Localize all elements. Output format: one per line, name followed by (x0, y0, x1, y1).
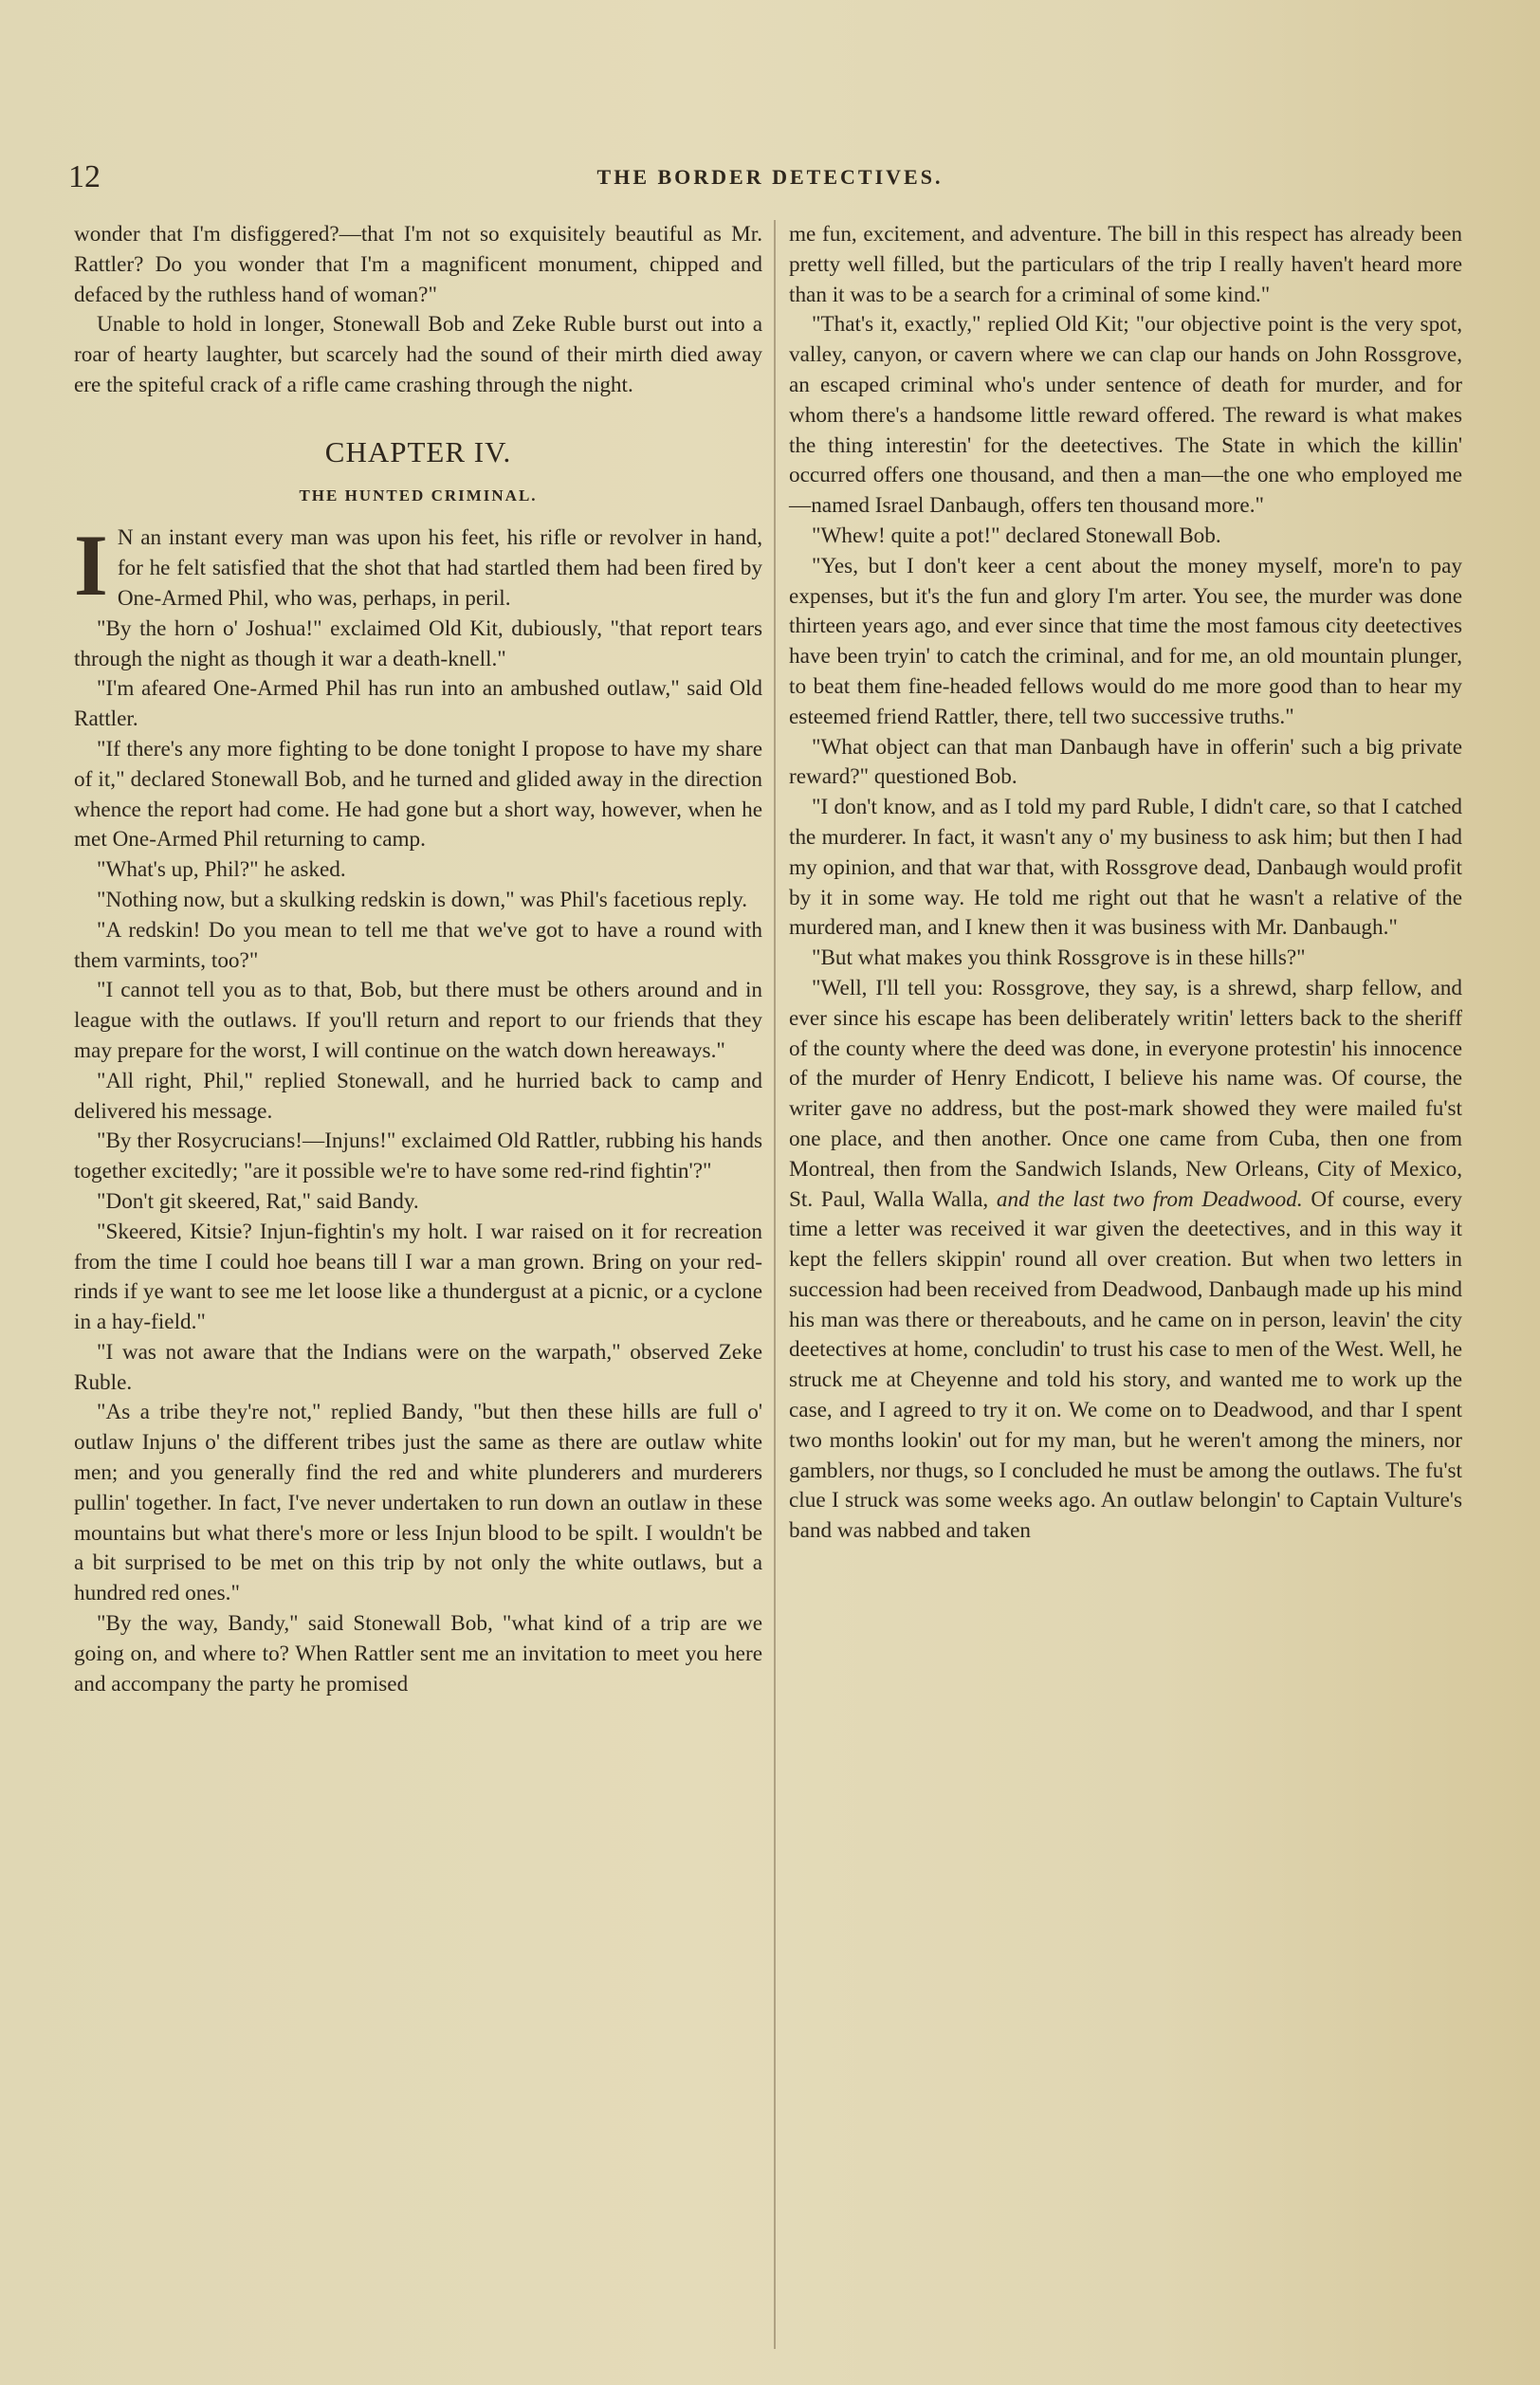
paragraph: Unable to hold in longer, Stonewall Bob and Zeke Ruble burst out into a roar of hearty laughter, but scarcely had the sound of their mirth died away ere the spiteful crack of a rifle came crashing through the night. (74, 312, 762, 397)
right-column (789, 220, 1462, 1547)
paragraph: "Nothing now, but a skulking redskin is down," was Phil's facetious reply. (97, 887, 748, 912)
paragraph: "Don't git skeered, Rat," said Bandy. (97, 1188, 419, 1214)
chapter-subtitle: THE HUNTED CRIMINAL. (299, 486, 538, 505)
paragraph: "All right, Phil," replied Stonewall, and he hurried back to camp and delivered his message. (74, 1068, 762, 1124)
paragraph: "By the way, Bandy," said Stonewall Bob, "what kind of a trip are we going on, and where to? When Rattler sent me an invitation to meet you here and accompany the party he promised (74, 1611, 762, 1697)
paragraph: "I'm afeared One-Armed Phil has run into an ambushed outlaw," said Old Rattler. (74, 676, 762, 732)
paragraph: "I was not aware that the Indians were on the warpath," observed Zeke Ruble. (74, 1339, 762, 1395)
italic-text: and the last two from Deadwood. (996, 1186, 1303, 1212)
chapter-title: CHAPTER IV. (324, 434, 512, 468)
paragraph: "Whew! quite a pot!" declared Stonewall Bob. (812, 523, 1221, 548)
paragraph-text: N an instant every man was upon his feet, his rifle or revolver in hand, for he felt satisfied that the shot that had startled them had been fired by One-Armed Phil, who was, perhaps, in peril. (117, 525, 762, 611)
paragraph: "That's it, exactly," replied Old Kit; "our objective point is the very spot, valley, canyon, or cavern where we can clap our hands on John Rossgrove, an escaped criminal who's under sentence of death for murder, and for whom there's a handsome little reward offered. The reward is what makes the thing interestin' for the deetectives. The State in which the killin' occurred offers one thousand, and then a man—the one who employed me—named Israel Danbaugh, offers ten thousand more." (789, 312, 1462, 519)
paragraph: "A redskin! Do you mean to tell me that we've got to have a round with them varmints, too?" (74, 917, 762, 973)
paragraph: "I don't know, and as I told my pard Ruble, I didn't care, so that I catched the murderer. In fact, it wasn't any o' my business to ask him; but then I had my opinion, and that war that, with Rossgrove dead, Danbaugh would profit by it in some way. He told me right out that he wasn't a relative of the murdered man, and I knew then it was business with Mr. Danbaugh." (789, 795, 1462, 941)
paragraph: "As a tribe they're not," replied Bandy, "but then these hills are full o' outlaw Injuns o' the different tribes just the same as there are outlaw white men; and you generally find the red and white plunderers and murderers pullin' together. In fact, I've never undertaken to run down an outlaw in these mountains but what there's more or less Injun blood to be spilt. I wouldn't be a bit surprised to be met on this trip by not only the white outlaws, but a hundred red ones." (74, 1400, 762, 1606)
paragraph (789, 974, 1462, 1547)
column-divider (774, 220, 776, 2349)
paragraph: "Yes, but I don't keer a cent about the money myself, more'n to pay expenses, but it's the fun and glory I'm arter. You see, the murder was done thirteen years ago, and ever since that time the most famous city deetectives have been tryin' to catch the criminal, and for me, an old mountain plunger, to beat them fine-headed fellows would do me more good than to hear my esteemed friend Rattler, there, tell two successive truths." (789, 553, 1462, 729)
paragraph: "What object can that man Danbaugh have in offerin' such a big private reward?" questioned Bob. (789, 734, 1462, 790)
left-column (74, 220, 762, 1699)
paragraph: "Skeered, Kitsie? Injun-fightin's my holt. I war raised on it for recreation from the time I could hoe beans till I war a man grown. Bring on your red-rinds if ye want to see me let loose like a thundergust at a picnic, or a cyclone in a hay-field." (74, 1219, 762, 1335)
paragraph: wonder that I'm disfiggered?—that I'm not so exquisitely beautiful as Mr. Rattler? Do you wonder that I'm a magnificent monument, chipped and defaced by the ruthless hand of woman?" (74, 222, 762, 307)
paragraph: "If there's any more fighting to be done tonight I propose to have my share of it," declared Stonewall Bob, and he turned and glided away in the direction whence the report had come. He had gone but a short way, however, when he met One-Armed Phil returning to camp. (74, 736, 762, 853)
drop-cap: I (74, 517, 108, 615)
paragraph: "I cannot tell you as to that, Bob, but there must be others around and in league with the outlaws. If you'll return and report to our friends that they may prepare for the worst, I will continue on the watch down hereaways." (74, 978, 762, 1063)
paragraph: "But what makes you think Rossgrove is in these hills?" (812, 945, 1306, 971)
paragraph: me fun, excitement, and adventure. The bill in this respect has already been pretty well filled, but the particulars of the trip I really haven't heard more than it was to be a search for a criminal of some kind." (789, 222, 1462, 307)
page-header (59, 159, 1481, 197)
paragraph-with-drop-cap (74, 517, 762, 615)
paragraph: "By the horn o' Joshua!" exclaimed Old Kit, dubiously, "that report tears through the night as though it war a death-knell." (74, 615, 762, 671)
paragraph: "What's up, Phil?" he asked. (97, 857, 346, 883)
paragraph: "By ther Rosycrucians!—Injuns!" exclaimed Old Rattler, rubbing his hands together excitedly; "are it possible we're to have some red-rind fightin'?" (74, 1128, 762, 1184)
paragraph-text: "Well, I'll tell you: Rossgrove, they say, is a shrewd, sharp fellow, and ever since his escape has been deliberately writin' letters back to the sheriff of the county where the deed was done, in everyone protestin' his innocence of the murder of Henry Endicott, I believe his name was. Of course, the writer gave no address, but the post-mark showed they were mailed fu'st one place, and then another. Once one came from Cuba, then one from Montreal, then from the Sandwich Islands, New Orleans, City of Mexico, St. Paul, Walla Walla, (789, 975, 1462, 1212)
page-number: 12 (68, 159, 101, 194)
paragraph-text: Of course, every time a letter was received it war given the deetectives, and in this way it kept the fellers skippin' round all over creation. But when two letters in succession had been received from Deadwood, Danbaugh made up his mind his man was there or thereabouts, and he came on in person, leavin' the city deetectives at home, concludin' to trust his case to men of the West. Well, he struck me at Cheyenne and told his story, and wanted me to work up the case, and I agreed to try it on. We come on to Deadwood, and thar I spent two months lookin' out for my man, but he weren't among the miners, nor gamblers, nor thugs, so I concluded he must be among the outlaws. The fu'st clue I struck was some weeks ago. An outlaw belongin' to Captain Vulture's band was nabbed and taken (789, 1186, 1462, 1544)
running-title: THE BORDER DETECTIVES. (596, 165, 944, 189)
